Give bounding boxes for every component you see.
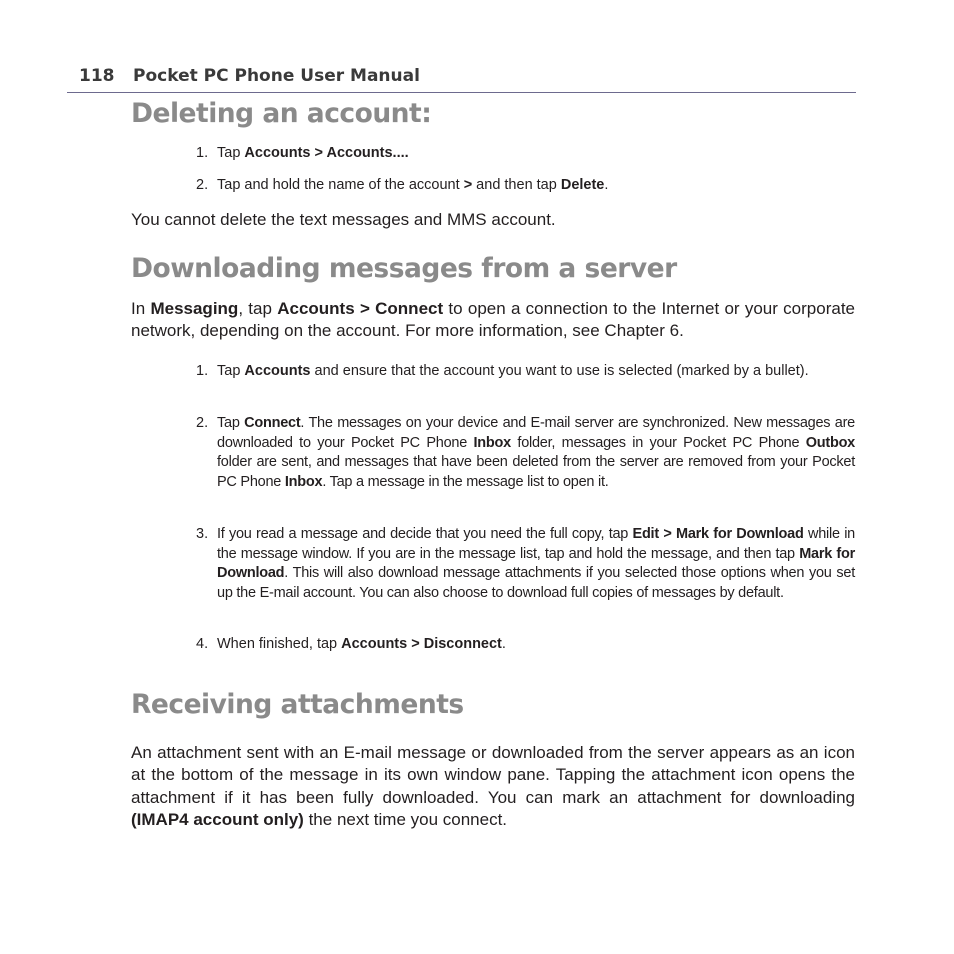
bold-term: > — [463, 177, 473, 193]
bold-term: (IMAP4 account only) — [131, 809, 304, 829]
delete-note: You cannot delete the text messages and MMS account. — [131, 210, 556, 229]
step-number: 4. — [196, 636, 209, 652]
bold-term: Edit > Mark for Download — [632, 526, 804, 542]
bold-term: Messaging — [150, 299, 239, 318]
bold-term: Outbox — [805, 434, 855, 451]
text-run: An attachment sent with an E-mail message or downloaded from the server appears as an icon at the bottom of the message in its own window pane. Tapping the attachment icon opens the attachment if it has been fully downloaded. You can mark an attachment for downloading — [131, 743, 855, 807]
text-run: Tap and hold the name of the account — [217, 177, 464, 193]
step-text — [217, 635, 855, 655]
step-number: 3. — [196, 526, 209, 542]
step-text — [217, 176, 855, 196]
attachments-body — [131, 742, 855, 831]
step-text — [217, 525, 855, 604]
page-header — [67, 64, 856, 93]
section-title-receiving-attachments: Receiving attachments — [131, 689, 464, 720]
text-run: and then tap — [472, 177, 561, 193]
text-run: When finished, tap — [217, 636, 342, 652]
bold-term: Delete — [560, 177, 605, 193]
bold-term: Connect — [244, 415, 301, 431]
downloading-step-1 — [196, 362, 855, 382]
bold-term: Accounts > Disconnect — [341, 636, 502, 652]
text-run: to open a connection to the Internet or your corporate network, depending on the account. For more information, see Chapter 6. — [131, 299, 855, 341]
step-text — [217, 362, 855, 382]
section-title-downloading-messages: Downloading messages from a server — [131, 253, 677, 284]
step-number: 2. — [196, 415, 209, 431]
step-number: 2. — [196, 177, 209, 193]
text-run: Tap — [217, 363, 245, 379]
text-run: Tap — [217, 145, 245, 161]
bold-term: Accounts > Connect — [277, 299, 444, 318]
downloading-intro — [131, 298, 855, 343]
text-run: In — [131, 299, 151, 318]
text-run: and ensure that the account you want to use is selected (marked by a bullet). — [310, 363, 809, 379]
text-run: . — [501, 636, 506, 652]
text-run: folder, messages in your Pocket PC Phone — [510, 434, 806, 451]
text-run: If you read a message and decide that you need the full copy, tap — [217, 526, 633, 542]
step-number: 1. — [196, 145, 209, 161]
step-number: 1. — [196, 363, 209, 379]
step-text — [217, 144, 855, 164]
page-number: 118 — [79, 66, 115, 86]
deleting-step-2 — [196, 176, 855, 196]
text-run: . The messages on your device and E-mail server are synchronized. New messages are downloaded to your Pocket PC Phone — [217, 415, 855, 451]
deleting-step-1 — [196, 144, 855, 164]
text-run: folder are sent, and messages that have been deleted from the server are removed from your Pocket PC Phone — [217, 454, 855, 491]
downloading-step-3 — [196, 525, 855, 604]
text-run: while in the message window. If you are in the message list, tap and hold the message, and then tap — [217, 526, 855, 562]
downloading-step-4 — [196, 635, 855, 655]
section-title-deleting-account: Deleting an account: — [131, 98, 432, 129]
text-run: Tap — [217, 415, 245, 431]
text-run: the next time you connect. — [303, 809, 508, 829]
downloading-step-2 — [196, 414, 855, 493]
bold-term: Accounts > Accounts.... — [244, 145, 409, 161]
bold-term: Inbox — [284, 474, 323, 491]
text-run: . Tap a message in the message list to open it. — [322, 474, 609, 491]
bold-term: Inbox — [473, 434, 511, 451]
bold-term: Accounts — [244, 363, 311, 379]
text-run: , tap — [238, 299, 278, 318]
step-text — [217, 414, 855, 493]
text-run: . This will also download message attachments if you selected those options when you set up the E-mail account. You can also choose to download full copies of messages by default. — [217, 565, 855, 602]
bold-term: Mark for Download — [217, 545, 855, 582]
text-run: . — [604, 177, 609, 193]
manual-title: Pocket PC Phone User Manual — [133, 66, 420, 86]
